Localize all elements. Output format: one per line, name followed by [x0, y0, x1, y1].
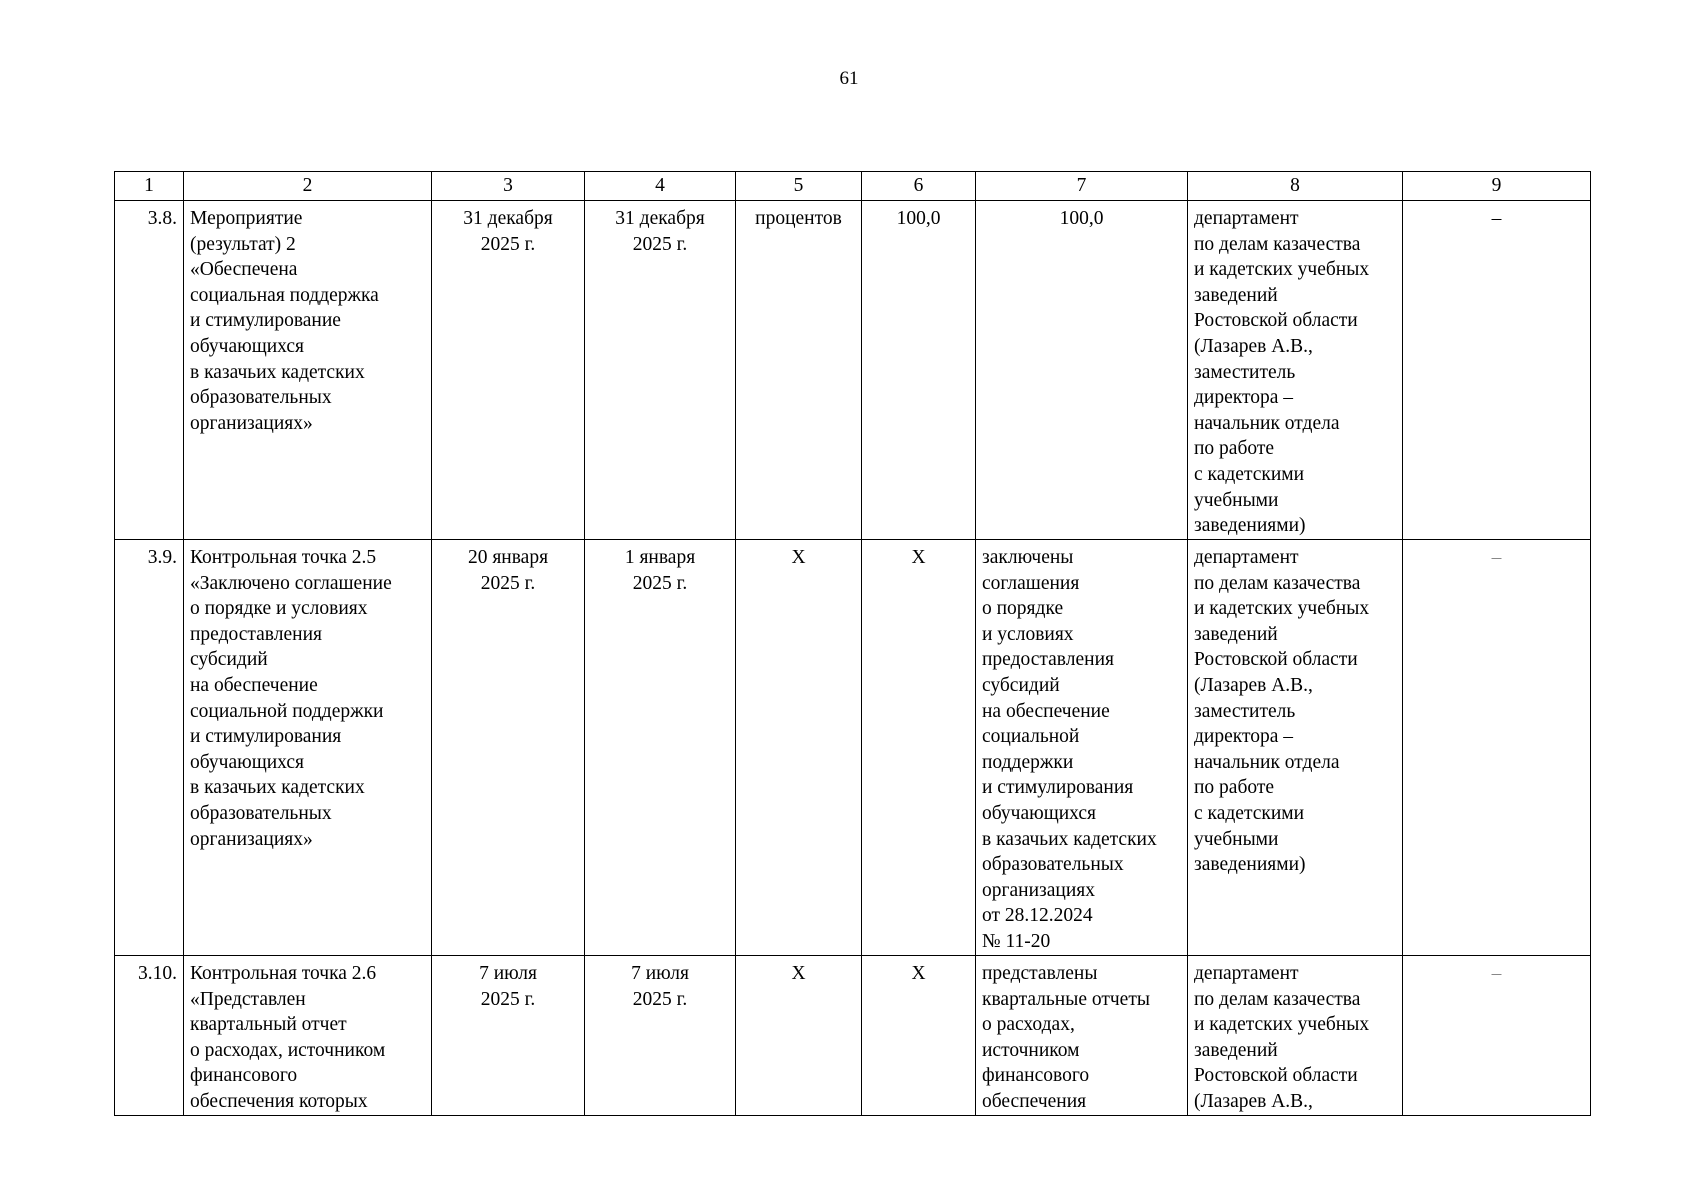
start-date: 7 июля 2025 г. [432, 956, 585, 1116]
table-row [115, 540, 1591, 956]
column-header: 7 [976, 172, 1188, 201]
row-number: 3.9. [115, 540, 184, 956]
note: – [1403, 201, 1591, 540]
note: – [1403, 956, 1591, 1116]
result-value: заключены соглашения о порядке и условиях предоставления субсидий на обеспечение социальной поддержки и стимулирования обучающихся в казачьих кадетских образовательных организациях от 28.12.2024 № 11-20 [976, 540, 1188, 956]
end-date: 1 января 2025 г. [585, 540, 736, 956]
base-value: X [862, 540, 976, 956]
column-header: 8 [1188, 172, 1403, 201]
event-name: Мероприятие (результат) 2 «Обеспечена социальная поддержка и стимулирование обучающихся в казачьих кадетских образовательных организациях» [184, 201, 432, 540]
unit-of-measure: X [736, 540, 862, 956]
end-date: 7 июля 2025 г. [585, 956, 736, 1116]
column-header: 3 [432, 172, 585, 201]
row-number: 3.10. [115, 956, 184, 1116]
column-header: 6 [862, 172, 976, 201]
column-header: 2 [184, 172, 432, 201]
base-value: 100,0 [862, 201, 976, 540]
responsible-executor: департамент по делам казачества и кадетских учебных заведений Ростовской области (Лазарев А.В., заместитель директора – начальник отдела по работе с кадетскими учебными заведениями) [1188, 201, 1403, 540]
column-header: 9 [1403, 172, 1591, 201]
start-date: 31 декабря 2025 г. [432, 201, 585, 540]
table-row [115, 956, 1591, 1116]
end-date: 31 декабря 2025 г. [585, 201, 736, 540]
table-row [115, 201, 1591, 540]
responsible-executor: департамент по делам казачества и кадетских учебных заведений Ростовской области (Лазарев А.В., заместитель директора – начальник отдела по работе с кадетскими учебными заведениями) [1188, 540, 1403, 956]
unit-of-measure: процентов [736, 201, 862, 540]
responsible-executor: департамент по делам казачества и кадетских учебных заведений Ростовской области (Лазарев А.В., [1188, 956, 1403, 1116]
event-name: Контрольная точка 2.6 «Представлен квартальный отчет о расходах, источником финансового обеспечения которых [184, 956, 432, 1116]
result-value: представлены квартальные отчеты о расходах, источником финансового обеспечения [976, 956, 1188, 1116]
row-number: 3.8. [115, 201, 184, 540]
note: – [1403, 540, 1591, 956]
unit-of-measure: X [736, 956, 862, 1116]
base-value: X [862, 956, 976, 1116]
result-value: 100,0 [976, 201, 1188, 540]
table-header-row [115, 172, 1591, 201]
event-name: Контрольная точка 2.5 «Заключено соглашение о порядке и условиях предоставления субсидий на обеспечение социальной поддержки и стимулирования обучающихся в казачьих кадетских образовательных организациях» [184, 540, 432, 956]
column-header: 1 [115, 172, 184, 201]
column-header: 5 [736, 172, 862, 201]
page-number: 61 [839, 68, 859, 89]
column-header: 4 [585, 172, 736, 201]
plan-table [114, 171, 1591, 1116]
start-date: 20 января 2025 г. [432, 540, 585, 956]
